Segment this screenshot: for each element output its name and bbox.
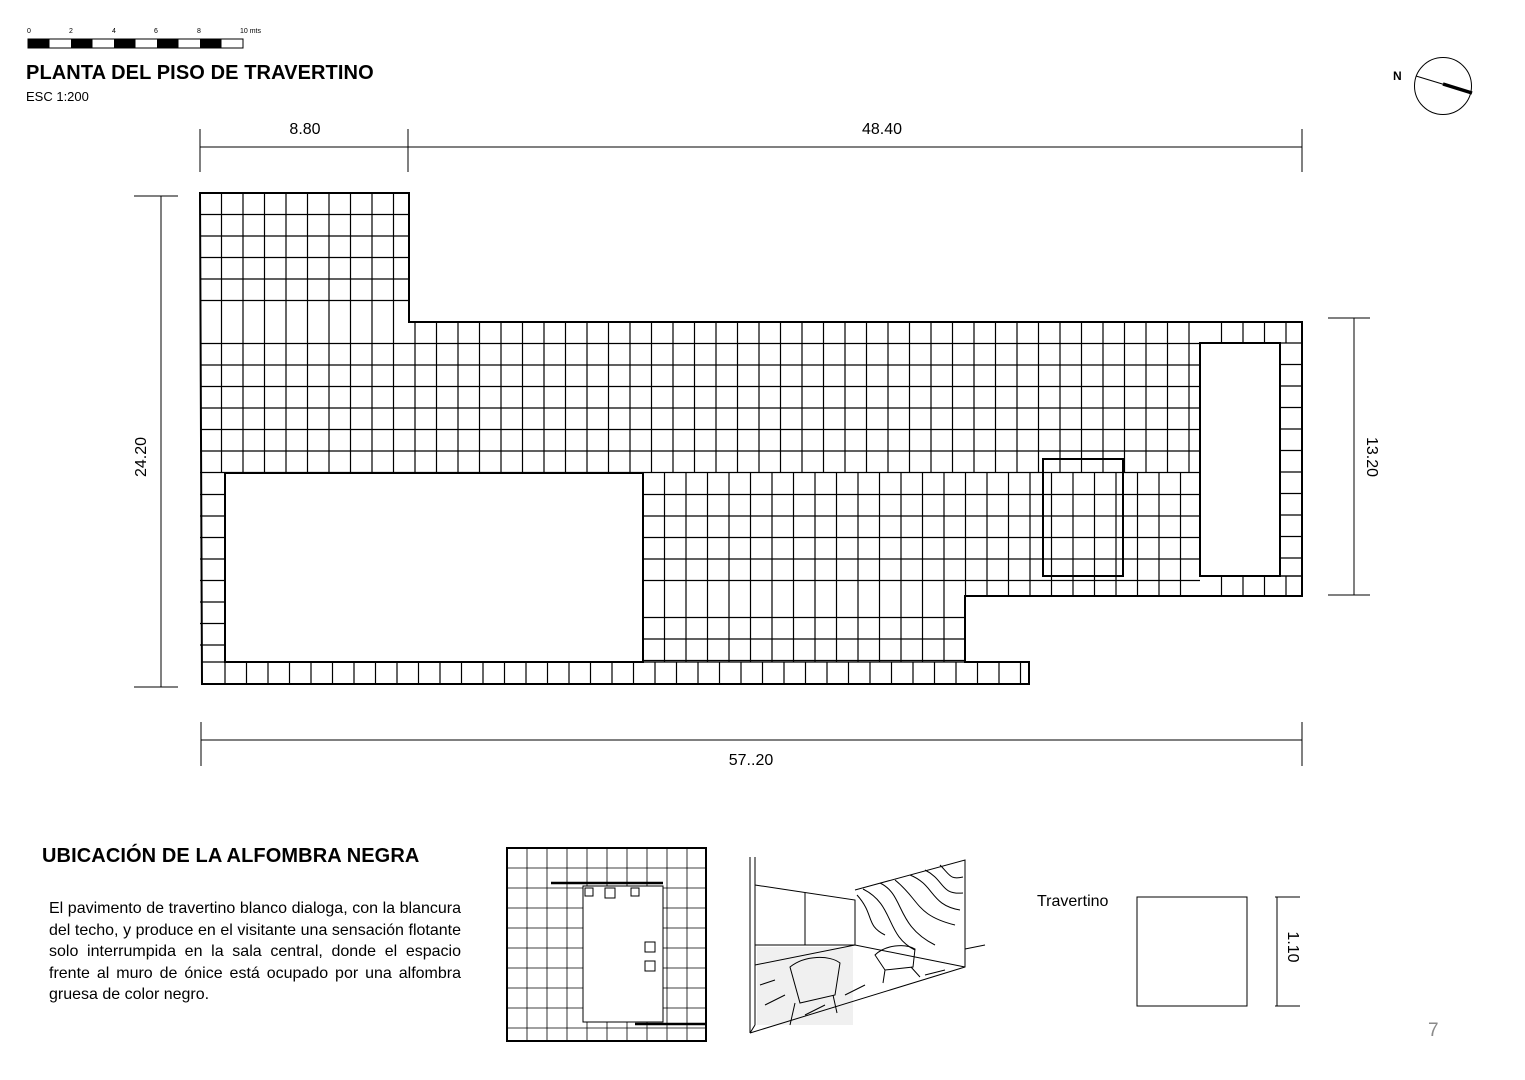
section-paragraph: El pavimento de travertino blanco dialoga, con la blancura del techo, y produce en el visitante una sensación flotante solo interrumpida en la sala central, donde el espacio frente al muro de ónice está ocupado por una alfombra gruesa de color negro. [49, 900, 461, 1003]
dim-left: 24.20 [133, 436, 150, 478]
scale-tick-label: 4 [112, 28, 116, 35]
tile-dim: 1.10 [1284, 931, 1301, 963]
tile-grid [200, 193, 1302, 684]
scale-tick-label: 0 [27, 28, 31, 35]
dim-bottom: 57..20 [728, 752, 774, 769]
scale-tick-label: 6 [154, 28, 158, 35]
onyx-wall-perspective-sketch [745, 855, 995, 1040]
north-label: N [1393, 69, 1402, 83]
dimension-lines [134, 129, 1370, 766]
scale-tick-label: 2 [69, 28, 73, 35]
section-title: UBICACIÓN DE LA ALFOMBRA NEGRA [42, 845, 420, 867]
scale-tick-label: 10 mts [240, 28, 262, 35]
page-title: PLANTA DEL PISO DE TRAVERTINO [26, 62, 374, 84]
dim-top-right: 48.40 [861, 121, 903, 138]
dim-right: 13.20 [1363, 436, 1380, 478]
tile-label: Travertino [1037, 893, 1109, 910]
scale-tick-label: 8 [197, 28, 201, 35]
scale-text: ESC 1:200 [26, 89, 89, 104]
travertine-tile-detail [1130, 890, 1320, 1015]
page-number: 7 [1428, 1020, 1439, 1041]
rug-location-plan [505, 846, 710, 1044]
dim-top-left: 8.80 [289, 121, 321, 138]
